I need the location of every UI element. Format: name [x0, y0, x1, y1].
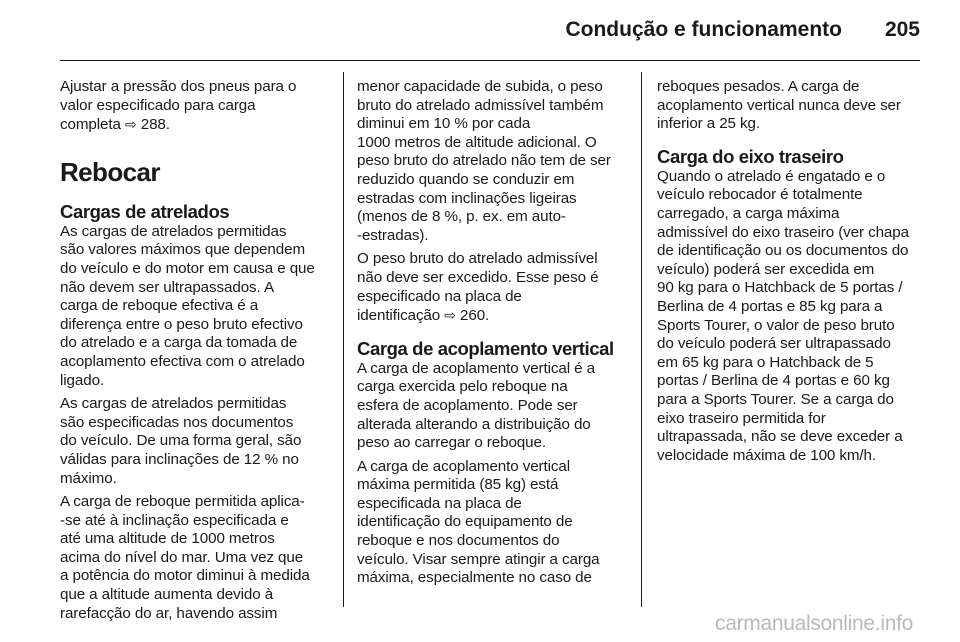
watermark: carmanualsonline.info [715, 612, 913, 635]
page-reference[interactable]: 288. [140, 116, 170, 134]
intro-paragraph: Ajustar a pressão dos pneus para o valor especificado para carga completa ⇨ 288. [60, 78, 297, 134]
paragraph: A carga de acoplamento vertical é a carga exercida pelo reboque na esfera de acoplamento. Pode ser alterada alterando a distribuição do peso ao carregar o reboque. [357, 359, 595, 452]
subheading: Cargas de atrelados [60, 200, 230, 222]
column-3 [657, 78, 927, 470]
subheading: Carga do eixo traseiro [657, 145, 844, 167]
column-1 [60, 78, 330, 628]
paragraph: O peso bruto do atrelado admissível não deve ser excedido. Esse peso é especificado na placa de identificação ⇨ 260. [357, 250, 599, 325]
section-heading: Rebocar [60, 156, 160, 187]
column-2 [357, 78, 627, 593]
paragraph: menor capacidade de subida, o peso bruto do atrelado admissível também diminui em 10 % por cada 1000 metros de altitude adicional. O peso bruto do atrelado não tem de ser reduzido quando se conduzir em estradas com inclinações ligeiras (menos de 8 %, p. ex. em auto- -estradas). [357, 78, 611, 244]
paragraph: A carga de reboque permitida aplica- -se até à inclinação especificada e até uma altitude de 1000 metros acima do nível do mar. Uma vez que a potência do motor diminui à medida que a altitude aumenta devido à rarefacção do ar, havendo assim [60, 493, 310, 622]
subheading: Carga de acoplamento vertical [357, 337, 614, 359]
column-divider-2 [641, 72, 642, 607]
page-reference-arrow-icon: ⇨ [124, 116, 137, 133]
paragraph: As cargas de atrelados permitidas são especificadas nos documentos do veículo. De uma forma geral, são válidas para inclinações de 12 % no máximo. [60, 395, 302, 487]
page-header [0, 0, 960, 62]
page-reference-arrow-icon: ⇨ [444, 307, 456, 324]
section-title: Condução e funcionamento [565, 18, 842, 41]
paragraph: A carga de acoplamento vertical máxima permitida (85 kg) está especificada na placa de identificação do equipamento de reboque e nos documentos do veículo. Visar sempre atingir a carga máxima, especialmente no caso de [357, 457, 600, 587]
page-number: 205 [884, 18, 920, 41]
header-divider [60, 60, 920, 61]
paragraph: reboques pesados. A carga de acoplamento vertical nunca deve ser inferior a 25 kg. [657, 78, 901, 133]
paragraph: As cargas de atrelados permitidas são valores máximos que dependem do veículo e do motor em causa e que não devem ser ultrapassados. A carga de reboque efectiva é a diferença entre o peso bruto efectivo do atrelado e a carga da tomada de acoplamento efectiva com o atrelado ligado. [60, 222, 315, 389]
column-divider-1 [343, 72, 344, 607]
page-reference[interactable]: 260. [460, 307, 490, 325]
paragraph: Quando o atrelado é engatado e o veículo rebocador é totalmente carregado, a carga máxima admissível do eixo traseiro (ver chapa de identificação ou os documentos do veículo) poderá ser excedida em 90 kg para o Hatchback de 5 portas / Berlina de 4 portas e 85 kg para a Sports Tourer, o valor de peso bruto do veículo poderá ser ultrapassado em 65 kg para o Hatchback de 5 portas / Berlina de 4 portas e 60 kg para a Sports Tourer. Se a carga do eixo traseiro permitida for ultrapassada, não se deve exceder a velocidade máxima de 100 km/h. [657, 167, 909, 464]
